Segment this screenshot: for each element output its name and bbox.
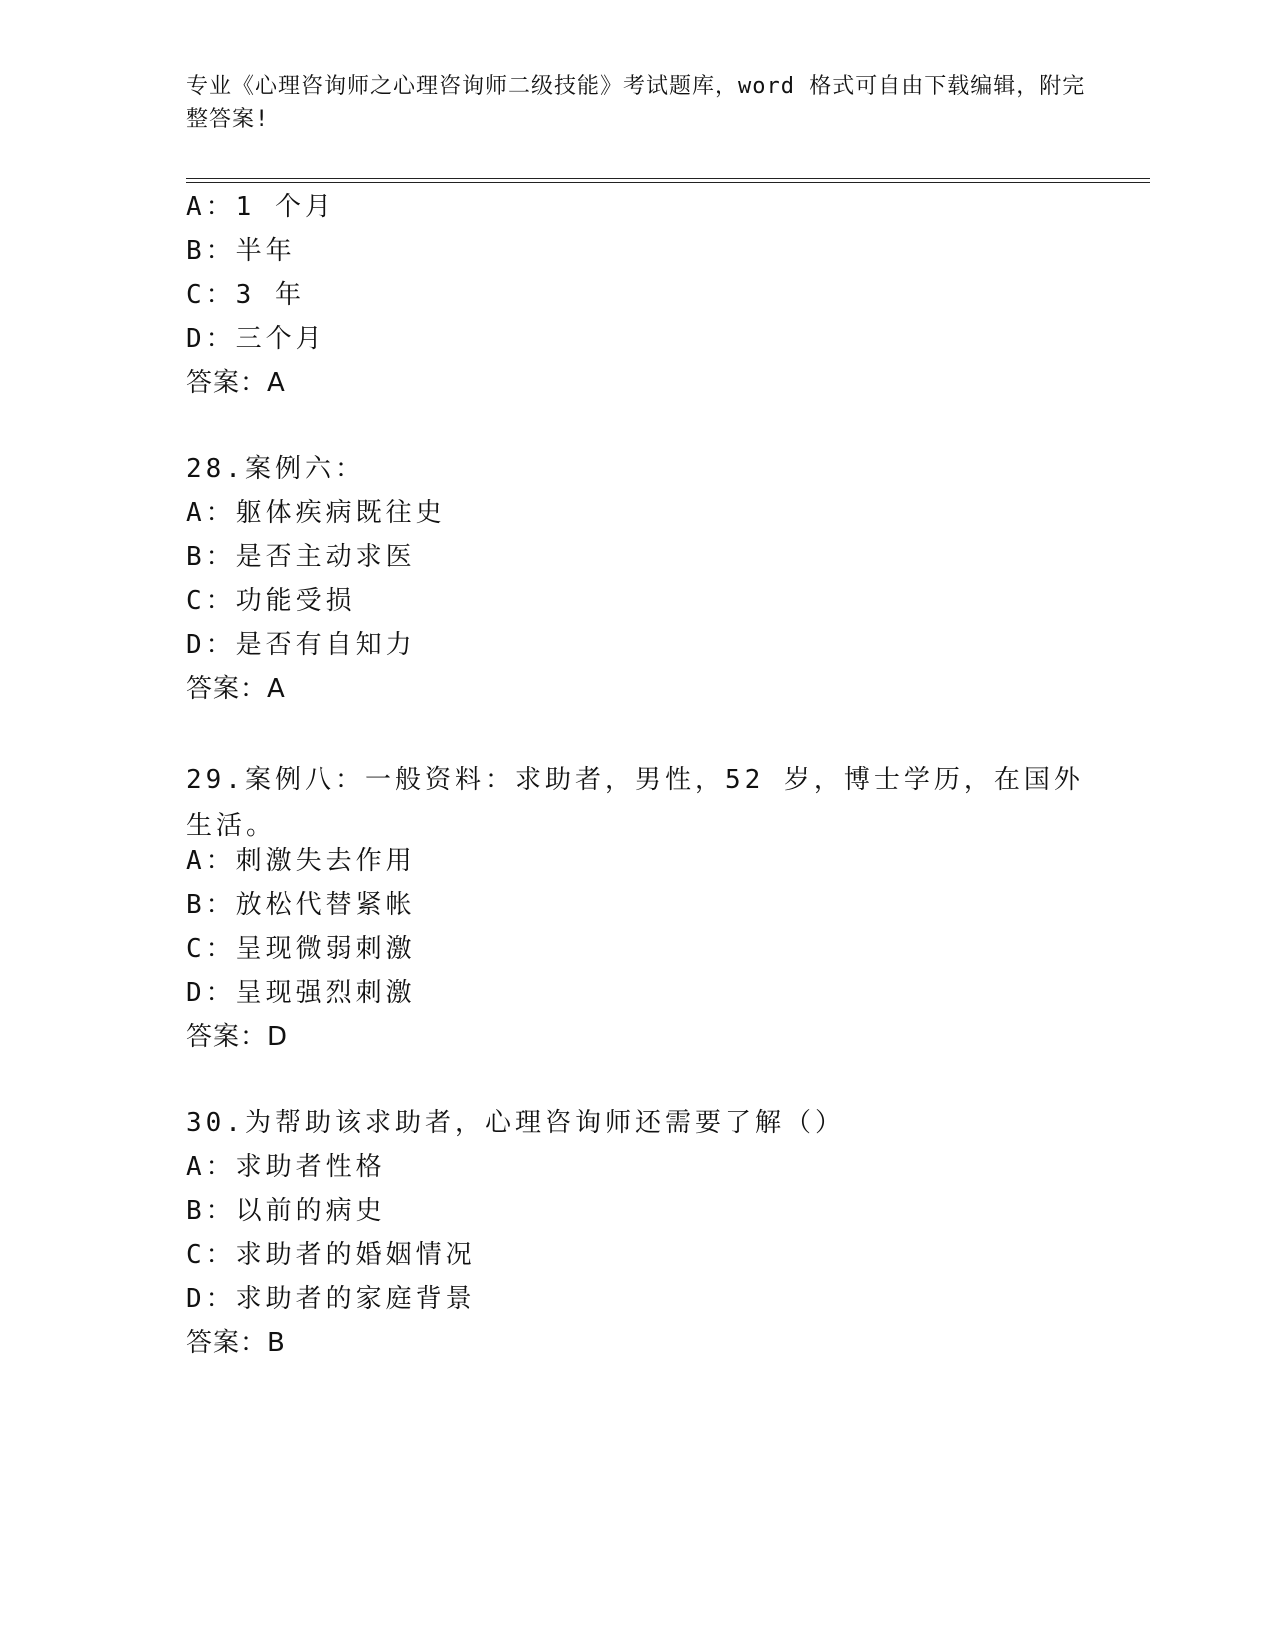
q30-answer: 答案：B: [186, 1328, 286, 1358]
q30-option-d: D：求助者的家庭背景: [186, 1284, 476, 1314]
q27-option-d: D：三个月: [186, 324, 326, 354]
header-divider: [186, 178, 1150, 183]
q28-option-b: B：是否主动求医: [186, 542, 416, 572]
q29-answer: 答案：D: [186, 1022, 289, 1052]
q30-option-a: A：求助者性格: [186, 1152, 386, 1182]
q30-option-c: C：求助者的婚姻情况: [186, 1240, 476, 1270]
q27-option-c: C：3 年: [186, 280, 305, 310]
document-header: 专业《心理咨询师之心理咨询师二级技能》考试题库，word 格式可自由下载编辑，附完整答案!: [186, 74, 1086, 132]
q29-option-d: D：呈现强烈刺激: [186, 978, 416, 1008]
q30-stem: 30.为帮助该求助者，心理咨询师还需要了解（）: [186, 1108, 845, 1138]
q27-option-b: B：半年: [186, 236, 296, 266]
q27-option-a: A：1 个月: [186, 192, 335, 222]
q29-option-c: C：呈现微弱刺激: [186, 934, 416, 964]
q28-stem: 28.案例六：: [186, 454, 365, 484]
q29-option-b: B：放松代替紧帐: [186, 890, 416, 920]
q29-option-a: A：刺激失去作用: [186, 846, 416, 876]
q27-answer: 答案：A: [186, 368, 286, 398]
q28-option-d: D：是否有自知力: [186, 630, 416, 660]
q28-option-c: C：功能受损: [186, 586, 356, 616]
q28-option-a: A：躯体疾病既往史: [186, 498, 446, 528]
q28-answer: 答案：A: [186, 674, 286, 704]
q29-stem: 29.案例八：一般资料：求助者，男性，52 岁，博士学历，在国外生活。: [186, 765, 1084, 841]
q30-option-b: B：以前的病史: [186, 1196, 386, 1226]
